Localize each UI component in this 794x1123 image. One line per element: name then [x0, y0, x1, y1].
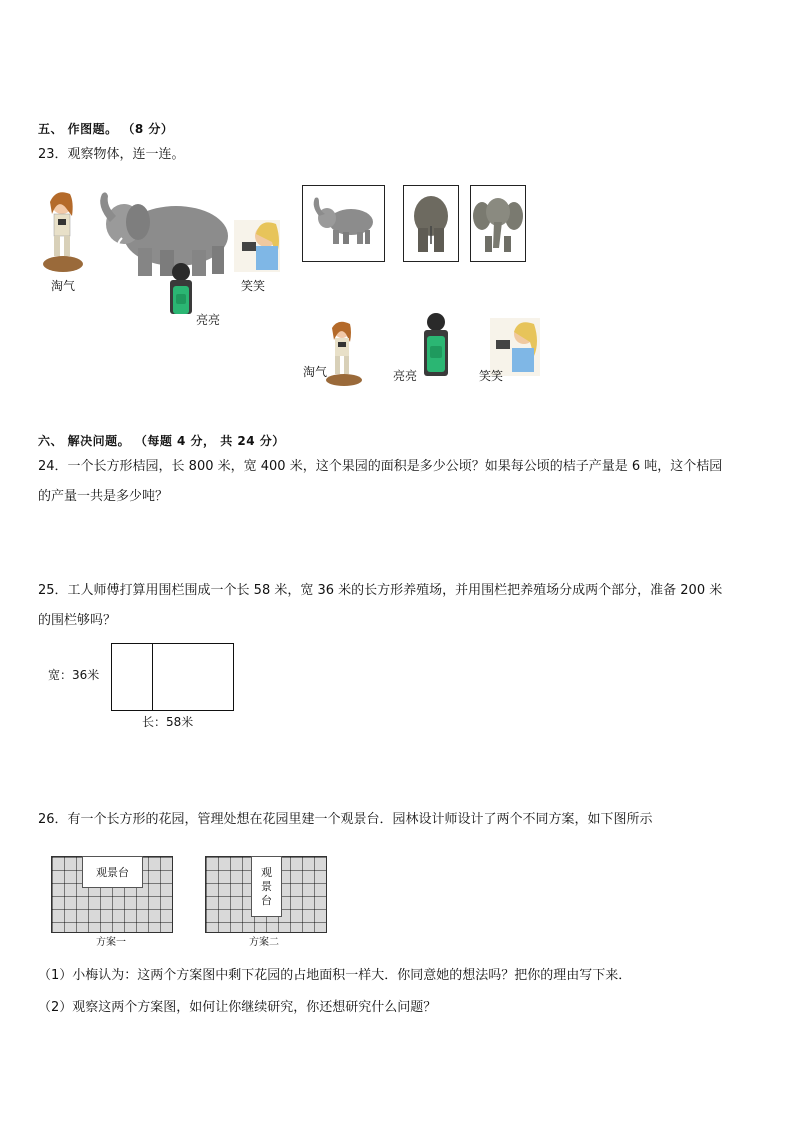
view-box-front[interactable]	[470, 185, 526, 262]
liangliang-small-figure	[420, 312, 452, 384]
xiaoxiao-bottom-label: 笑笑	[479, 369, 504, 383]
plan-2-label: 方案二	[249, 937, 279, 948]
taoqi-label: 淘气	[51, 279, 76, 293]
plan-1-label: 方案一	[96, 937, 126, 948]
plan-2-platform-char-3: 台	[261, 893, 272, 907]
liangliang-label: 亮亮	[196, 313, 221, 327]
question-25-line-2: 的围栏够吗？	[38, 613, 117, 628]
plan-1-garden	[51, 856, 173, 933]
question-26-sub-2: （2）观察这两个方案图，如何让你继续研究，你还想研究什么问题？	[38, 1000, 437, 1015]
question-24-line-2: 的产量一共是多少吨？	[38, 489, 169, 504]
farm-divider-fence	[152, 644, 153, 710]
view-box-back[interactable]	[403, 185, 459, 262]
taoqi-small-figure	[320, 318, 368, 388]
section-5-title: 五、 作图题。 （8 分）	[38, 122, 174, 136]
plan-1-platform-label: 观景台	[96, 866, 129, 879]
farm-length-label: 长：58米	[142, 715, 194, 729]
elephant-front-view-icon	[471, 186, 525, 261]
plan-2-platform-char-1: 观	[261, 865, 272, 879]
section-6-title: 六、 解决问题。 （每题 4 分， 共 24 分）	[38, 434, 285, 448]
plan-2-viewing-platform	[251, 856, 282, 917]
plan-2-garden	[205, 856, 327, 933]
liangliang-bottom-label: 亮亮	[393, 369, 418, 383]
plan-2-platform-char-2: 景	[261, 879, 272, 893]
view-box-side[interactable]	[302, 185, 385, 262]
taoqi-bottom-label: 淘气	[303, 365, 328, 379]
question-25-line-1: 25．工人师傅打算用围栏围成一个长 58 米，宽 36 米的长方形养殖场，并用围栏把养殖场分成两个部分，准备 200 米	[38, 583, 723, 598]
elephant-back-view-icon	[404, 186, 458, 261]
question-23: 23．观察物体，连一连。	[38, 147, 185, 162]
taoqi-girl-figure	[43, 192, 83, 272]
question-26-line-1: 26．有一个长方形的花园，管理处想在花园里建一个观景台．园林设计师设计了两个不同方案，如下图所示	[38, 812, 653, 827]
elephant-figure	[100, 192, 228, 276]
question-26-sub-1: （1）小梅认为：这两个方案图中剩下花园的占地面积一样大．你同意她的想法吗？把你的理由写下来．	[38, 968, 632, 983]
farm-rectangle	[111, 643, 234, 711]
xiaoxiao-label: 笑笑	[241, 279, 266, 293]
plan-1-viewing-platform	[82, 856, 143, 888]
observation-scene	[36, 186, 286, 336]
question-24-line-1: 24．一个长方形桔园，长 800 米，宽 400 米，这个果园的面积是多少公顷？如果每公顷的桔子产量是 6 吨，这个桔园	[38, 459, 723, 474]
farm-width-label: 宽：36米	[48, 668, 100, 682]
liangliang-boy-figure	[170, 263, 192, 314]
xiaoxiao-girl-figure	[234, 220, 280, 272]
elephant-side-view-icon	[303, 186, 384, 261]
